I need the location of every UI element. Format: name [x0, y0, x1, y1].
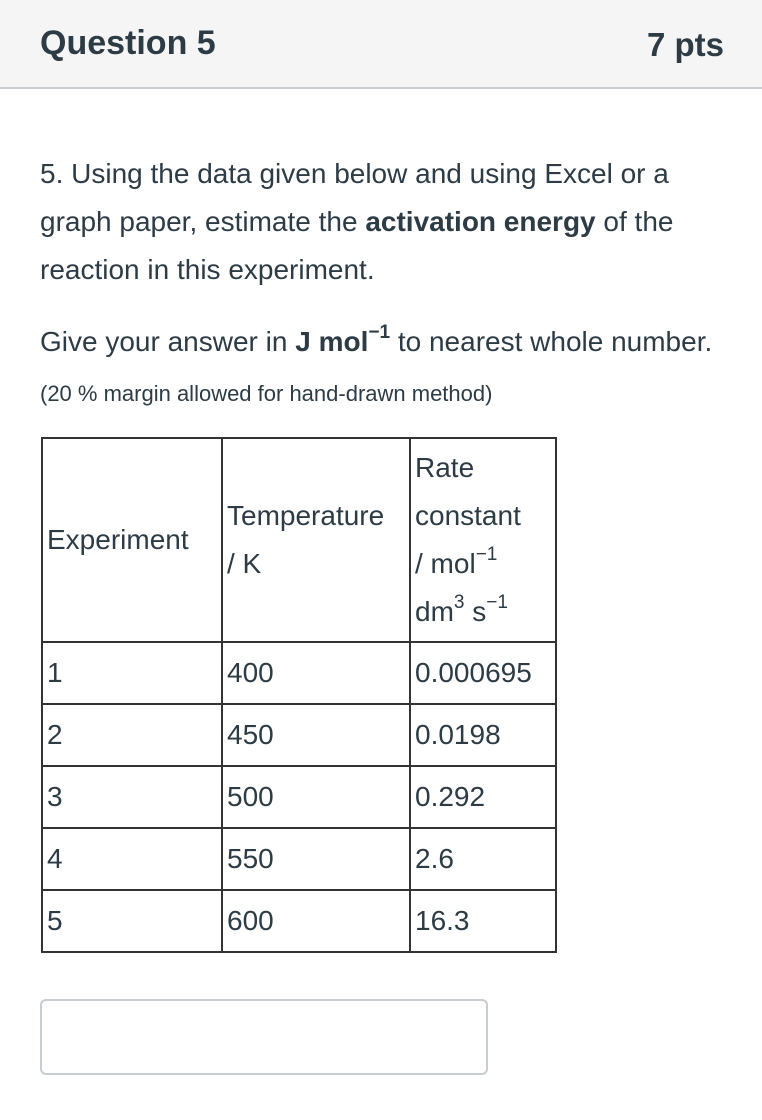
question-title: Question 5 [40, 24, 216, 62]
cell-experiment: 2 [42, 704, 222, 766]
unit-label: J mol [295, 326, 369, 357]
header-rate-constant: Rate constant / mol$^{-1}$ $dm^3$ $s^{-1}$ [410, 438, 556, 642]
cell-temperature: 450 [222, 704, 410, 766]
table-row [42, 642, 556, 704]
answer-input[interactable] [40, 999, 488, 1075]
instruction-prefix: Give your answer in [40, 326, 296, 357]
table-row [42, 704, 556, 766]
cell-temperature: 600 [222, 890, 410, 952]
cell-rate: 16.3 [410, 890, 556, 952]
prompt-text-1: 5. Using the data given below and using Excel or a graph paper, estimate the [40, 158, 669, 237]
cell-rate: 2.6 [410, 828, 556, 890]
cell-experiment: 4 [42, 828, 222, 890]
table-row [42, 890, 556, 952]
cell-rate: 0.0198 [410, 704, 556, 766]
cell-experiment: 1 [42, 642, 222, 704]
cell-temperature: 500 [222, 766, 410, 828]
table-row [42, 828, 556, 890]
table-row [42, 766, 556, 828]
cell-rate: 0.292 [410, 766, 556, 828]
instruction-suffix: to nearest whole number. [390, 326, 713, 357]
cell-rate: 0.000695 [410, 642, 556, 704]
header-experiment: Experiment [42, 438, 222, 642]
answer-instructions [40, 318, 730, 418]
cell-experiment: 3 [42, 766, 222, 828]
prompt-text-2: of the reaction in this experiment. [40, 206, 674, 285]
question-header [0, 0, 762, 89]
cell-experiment: 5 [42, 890, 222, 952]
prompt-bold-term: activation energy [365, 206, 596, 237]
header-temperature: Temperature / K [222, 438, 410, 642]
table-header-row [42, 438, 556, 642]
data-table [41, 437, 557, 953]
question-points: 7 pts [646, 26, 724, 63]
unit-exponent: −1 [368, 321, 391, 343]
margin-note: (20 % margin allowed for hand-drawn method) [40, 381, 493, 406]
cell-temperature: 550 [222, 828, 410, 890]
question-prompt [40, 150, 730, 294]
cell-temperature: 400 [222, 642, 410, 704]
